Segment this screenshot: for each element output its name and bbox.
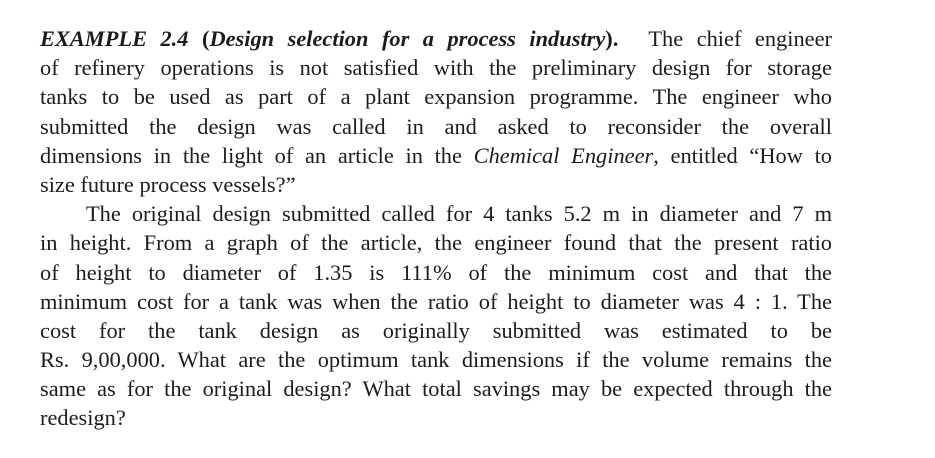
example-label: EXAMPLE 2.4 [40, 26, 189, 51]
problem-statement-paragraph-2 [40, 199, 832, 433]
text-line: in height. From a graph of the article, the engineer found that the present ratio [40, 230, 832, 256]
text-line [40, 141, 832, 170]
text-line: of refinery operations is not satisfied with the preliminary design for storage [40, 55, 832, 81]
text-line: submitted the design was called in and asked to reconsider the overall [40, 113, 832, 139]
text-span: The chief engineer [648, 26, 832, 51]
title-close-paren: ). [605, 26, 619, 51]
example-title: Design selection for a process industry [209, 26, 606, 51]
text-line: same as for the original design? What total savings may be expected through the [40, 376, 832, 402]
text-line: tanks to be used as part of a plant expansion programme. The engineer who [40, 84, 832, 110]
text-line: size future process vessels?” [40, 171, 296, 197]
text-line: Rs. 9,00,000. What are the optimum tank dimensions if the volume remains the [40, 347, 832, 373]
text-line: The original design submitted called for 4 tanks 5.2 m in diameter and 7 m [86, 201, 832, 227]
text-line: of height to diameter of 1.35 is 111% of the minimum cost and that the [40, 259, 832, 285]
example-text-block [40, 24, 832, 433]
text-line: cost for the tank design as originally submitted was estimated to be [40, 317, 832, 343]
journal-name: Chemical Engineer [473, 142, 654, 168]
text-line [40, 24, 832, 53]
text-line: redesign? [40, 405, 126, 431]
title-open-paren: ( [188, 26, 210, 51]
problem-statement-paragraph-1 [40, 24, 832, 199]
text-span: dimensions in the light of an article in the [40, 142, 474, 168]
text-line: minimum cost for a tank was when the ratio of height to diameter was 4 : 1. The [40, 288, 832, 314]
text-span: , entitled “How to [653, 142, 832, 168]
